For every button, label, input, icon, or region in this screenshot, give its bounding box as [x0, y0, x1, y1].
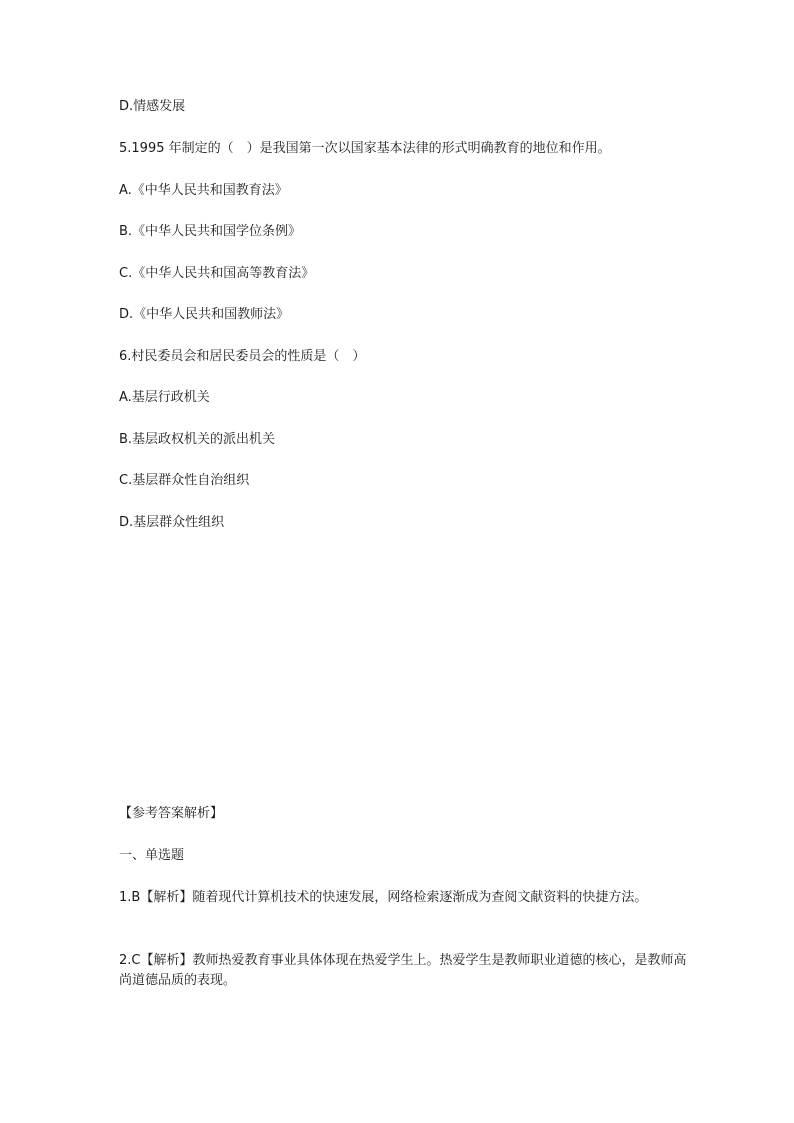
- prev-option-d: D.情感发展: [119, 99, 186, 114]
- question-6-option-b: B.基层政权机关的派出机关: [119, 432, 276, 447]
- question-5-option-a: A.《中华人民共和国教育法》: [119, 183, 288, 198]
- question-5-option-b: B.《中华人民共和国学位条例》: [119, 224, 302, 239]
- question-5-option-c: C.《中华人民共和国高等教育法》: [119, 266, 315, 281]
- question-6-option-c: C.基层群众性自治组织: [119, 473, 250, 488]
- question-5-stem: 5.1995 年制定的（ ）是我国第一次以国家基本法律的形式明确教育的地位和作用。: [119, 141, 611, 156]
- answer-item-2: 2.C【解析】教师热爱教育事业具体体现在热爱学生上。热爱学生是教师职业道德的核心，是教师高尚道德品质的表现。: [119, 953, 687, 988]
- answers-heading: 【参考答案解析】: [119, 806, 224, 821]
- question-6-stem: 6.村民委员会和居民委员会的性质是（ ）: [119, 349, 366, 364]
- question-5-option-d: D.《中华人民共和国教师法》: [119, 307, 290, 322]
- answers-section-title: 一、单选题: [119, 848, 185, 863]
- question-6-option-a: A.基层行政机关: [119, 390, 210, 405]
- answer-item-1: 1.B【解析】随着现代计算机技术的快速发展，网络检索逐渐成为查阅文献资料的快捷方法。: [119, 890, 648, 905]
- question-6-option-d: D.基层群众性组织: [119, 515, 225, 530]
